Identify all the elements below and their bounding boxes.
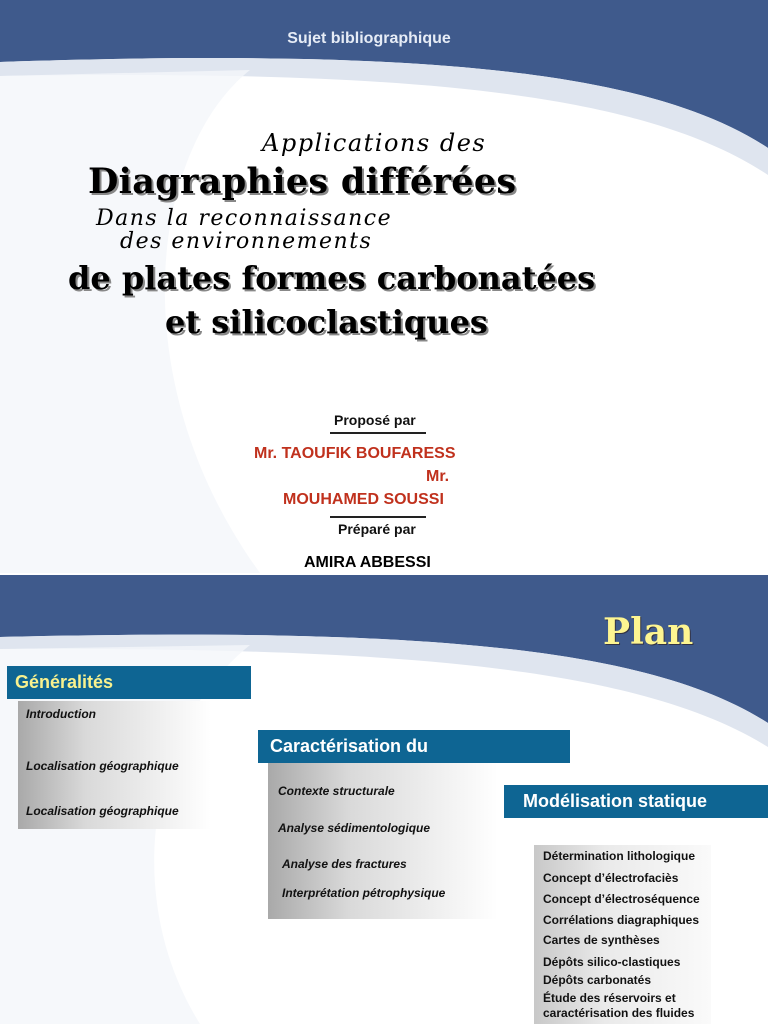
title-line-6: et silicoclastiques	[165, 303, 488, 341]
divider	[330, 516, 426, 518]
title-line-2: Diagraphies différées	[88, 161, 517, 202]
list-item: caractérisation des fluides	[543, 1006, 695, 1020]
list-item: Interprétation pétrophysique	[282, 886, 446, 900]
title-line-1: Applications des	[262, 129, 487, 157]
plan-title: Plan	[603, 611, 694, 653]
list-item: Corrélations diagraphiques	[543, 913, 700, 927]
list-item: Localisation géographique	[26, 804, 179, 818]
list-item: Concept d’électrofaciès	[543, 871, 679, 885]
prepared-by-label: Préparé par	[338, 521, 416, 537]
list-item: Dépôts silico-clastiques	[543, 955, 681, 969]
list-item: Dépôts carbonatés	[543, 973, 652, 987]
list-item: Localisation géographique	[26, 759, 179, 773]
list-item: Concept d’électroséquence	[543, 892, 700, 906]
list-item: Introduction	[26, 707, 96, 721]
list-item: Détermination lithologique	[543, 849, 695, 863]
section-heading-modelisation: Modélisation statique	[504, 785, 768, 818]
section-heading-caracterisation: Caractérisation du	[258, 730, 570, 763]
supervisor-2-title: Mr.	[426, 468, 450, 485]
author-name: AMIRA ABBESSI	[304, 554, 431, 571]
slide-header: Sujet bibliographique	[287, 30, 451, 47]
list-item: Étude des réservoirs et	[543, 991, 676, 1005]
section-heading-generalites: Généralités	[7, 666, 251, 699]
supervisor-2-name: MOUHAMED SOUSSI	[283, 491, 444, 508]
title-line-3: Dans la reconnaissance	[96, 206, 393, 231]
title-line-4: des environnements	[120, 229, 373, 254]
list-item: Contexte structurale	[278, 784, 395, 798]
title-line-5: de plates formes carbonatées	[68, 259, 596, 297]
divider	[330, 432, 426, 434]
list-item: Analyse sédimentologique	[278, 821, 431, 835]
plan-slide	[0, 575, 768, 1024]
list-item: Cartes de synthèses	[543, 933, 660, 947]
proposed-by-label: Proposé par	[334, 412, 416, 428]
list-item: Analyse des fractures	[282, 857, 407, 871]
supervisor-1: Mr. TAOUFIK BOUFARESS	[254, 445, 456, 462]
